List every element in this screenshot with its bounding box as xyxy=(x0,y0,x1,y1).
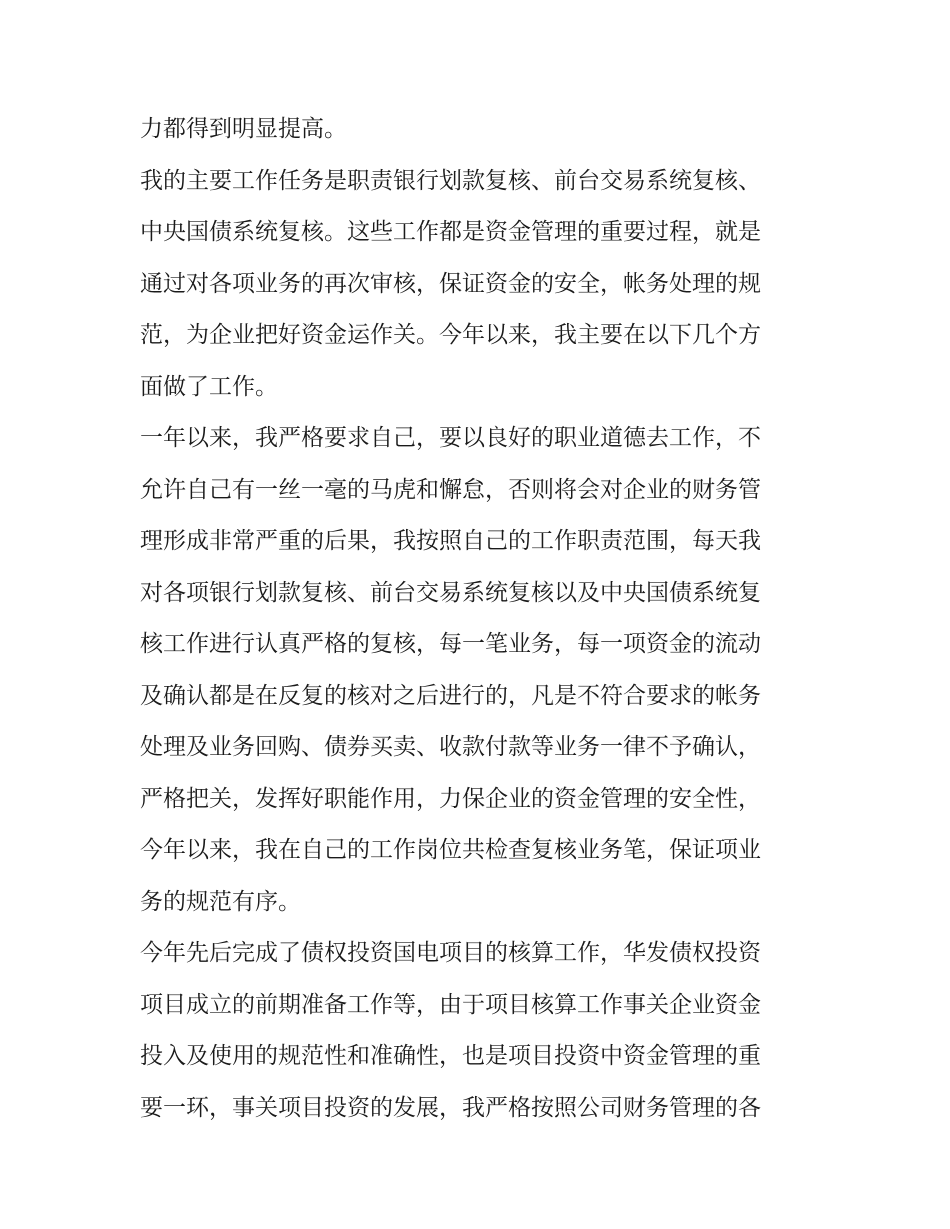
text-line: 力都得到明显提高。 xyxy=(140,116,347,142)
text-line: 处理及业务回购、债券买卖、收款付款等业务一律不予确认， xyxy=(140,734,761,760)
text-line: 我的主要工作任务是职责银行划款复核、前台交易系统复核、 xyxy=(140,167,761,194)
text-line: 面做了工作。 xyxy=(140,373,278,400)
text-line: 项目成立的前期准备工作等，由于项目核算工作事关企业资金 xyxy=(140,991,761,1018)
text-line: 一年以来，我严格要求自己，要以良好的职业道德去工作，不 xyxy=(140,425,761,451)
text-line: 严格把关，发挥好职能作用，力保企业的资金管理的安全性， xyxy=(140,785,761,812)
text-line: 对各项银行划款复核、前台交易系统复核以及中央国债系统复 xyxy=(140,579,761,606)
text-line: 务的规范有序。 xyxy=(140,888,301,915)
text-line: 范，为企业把好资金运作关。今年以来，我主要在以下几个方 xyxy=(140,322,761,348)
text-line: 核工作进行认真严格的复核，每一笔业务，每一项资金的流动 xyxy=(140,631,761,657)
text-line: 今年先后完成了债权投资国电项目的核算工作，华发债权投资 xyxy=(140,940,761,966)
text-line: 通过对各项业务的再次审核，保证资金的安全，帐务处理的规 xyxy=(140,270,761,297)
text-line: 理形成非常严重的后果，我按照自己的工作职责范围，每天我 xyxy=(140,528,761,554)
text-line: 今年以来，我在自己的工作岗位共检查复核业务笔，保证项业 xyxy=(140,837,761,863)
text-line: 中央国债系统复核。这些工作都是资金管理的重要过程，就是 xyxy=(140,219,761,245)
document-body xyxy=(140,104,820,1134)
text-line: 要一环，事关项目投资的发展，我严格按照公司财务管理的各 xyxy=(140,1094,761,1121)
text-line: 及确认都是在反复的核对之后进行的，凡是不符合要求的帐务 xyxy=(140,682,761,709)
text-line: 投入及使用的规范性和准确性，也是项目投资中资金管理的重 xyxy=(140,1043,761,1069)
text-line: 允许自己有一丝一毫的马虎和懈怠，否则将会对企业的财务管 xyxy=(140,476,761,503)
